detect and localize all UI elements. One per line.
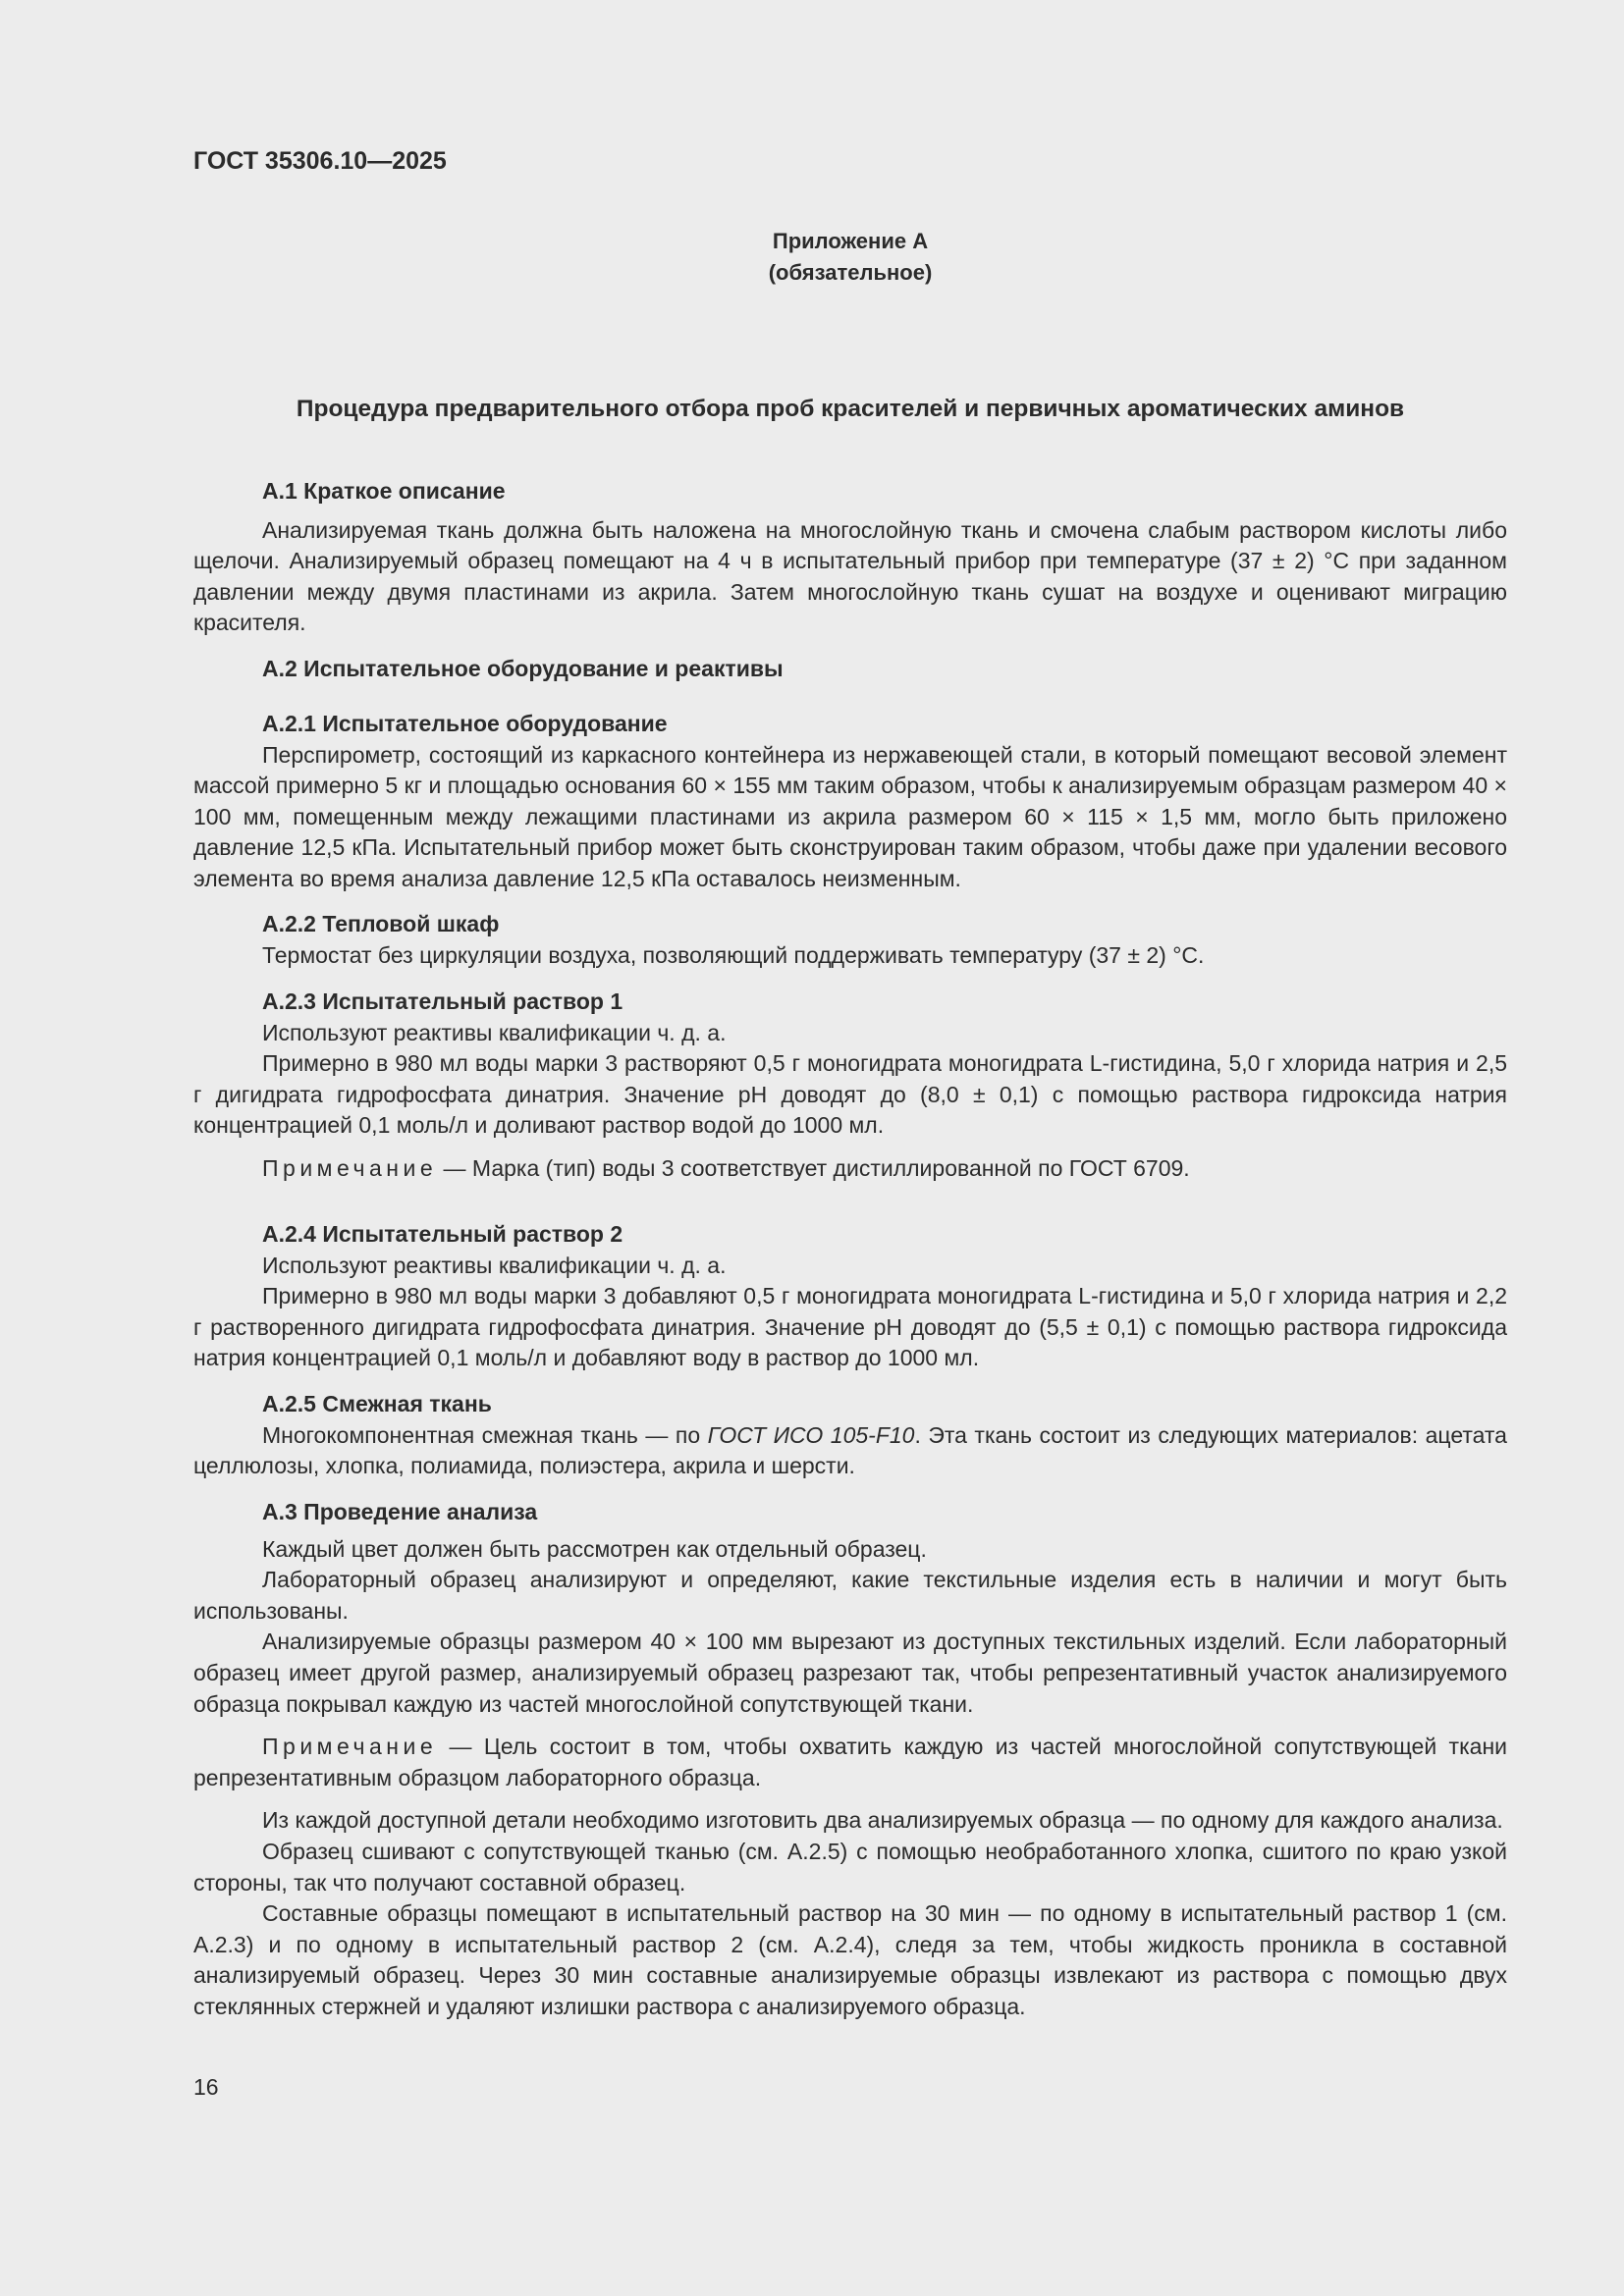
section-a3-text-1: Каждый цвет должен быть рассмотрен как отдельный образец. <box>262 1535 927 1562</box>
section-a24-text-1: Используют реактивы квалификации ч. д. а. <box>262 1252 727 1278</box>
appendix-heading <box>193 226 1507 289</box>
section-a22-heading: А.2.2 Тепловой шкаф <box>262 911 500 936</box>
section-a3 <box>193 1497 1507 2023</box>
section-a24 <box>193 1219 1507 1374</box>
section-a3-note <box>193 1732 1507 1793</box>
section-a21-text: Перспирометр, состоящий из каркасного контейнера из нержавеющей стали, в который помещают весовой элемент массой примерно 5 кг и площадью основания 60 × 155 мм таким образом, чтобы к анализируемым образцам размером 40 × 100 мм, помещенным между лежащими пластинами из акрила размером 60 × 115 × 1,5 мм, могло быть приложено давление 12,5 кПа. Испытательный прибор может быть сконструирован таким образом, чтобы даже при удалении весового элемента во время анализа давление 12,5 кПа оставалось неизменным. <box>193 741 1507 891</box>
section-a25-text <box>193 1420 1507 1482</box>
section-a25-heading: А.2.5 Смежная ткань <box>262 1391 492 1416</box>
section-a3-text-4: Из каждой доступной детали необходимо изготовить два анализируемых образца — по одному для каждого анализа. <box>262 1807 1503 1834</box>
document-code: ГОСТ 35306.10—2025 <box>193 147 447 175</box>
section-a1-heading: А.1 Краткое описание <box>262 478 506 504</box>
section-a22-text: Термостат без циркуляции воздуха, позволяющий поддерживать температуру (37 ± 2) °С. <box>262 941 1205 968</box>
section-a24-text-2: Примерно в 980 мл воды марки 3 добавляют 0,5 г моногидрата моногидрата L-гистидина и 5,0 г хлорида натрия и 2,2 г растворенного дигидрата гидрофосфата динатрия. Значение pH доводят до (5,5 ± 0,1) с помощью раствора гидроксида натрия концентрацией 0,1 моль/л и добавляют воду в раствор до 1000 мл. <box>193 1283 1507 1371</box>
section-a23-text-2: Примерно в 980 мл воды марки 3 растворяют 0,5 г моногидрата моногидрата L-гистидина, 5,0 г хлорида натрия и 2,5 г дигидрата гидрофосфата динатрия. Значение pH доводят до (8,0 ± 0,1) с помощью раствора гидроксида натрия концентрацией 0,1 моль/л и доливают раствор водой до 1000 мл. <box>193 1050 1507 1139</box>
section-a25 <box>193 1389 1507 1482</box>
section-a21-heading: А.2.1 Испытательное оборудование <box>262 711 668 736</box>
section-a3-text-5: Образец сшивают с сопутствующей тканью (см. А.2.5) с помощью необработанного хлопка, сшитого по краю узкой стороны, так что получают составной образец. <box>193 1838 1507 1896</box>
section-a25-text-part: . Эта ткань состоит из следующих материалов: ацетата целлюлозы, хлопка, полиамида, полиэстера, акрила и шерсти. <box>193 1421 1507 1479</box>
note-text: — Цель состоит в том, чтобы охватить каждую из частей многослойной сопутствующей ткани репрезентативным образцом лабораторного образца. <box>193 1734 1507 1790</box>
section-a2 <box>193 654 1507 685</box>
note-text: — Марка (тип) воды 3 соответствует дистиллированной по ГОСТ 6709. <box>437 1154 1190 1181</box>
section-a22 <box>193 909 1507 971</box>
section-a23-text-1: Используют реактивы квалификации ч. д. а. <box>262 1019 727 1045</box>
section-a23 <box>193 987 1507 1185</box>
section-a3-text-2: Лабораторный образец анализируют и определяют, какие текстильные изделия есть в наличии и могут быть использованы. <box>193 1567 1507 1624</box>
section-a21 <box>193 709 1507 895</box>
section-a3-heading: А.3 Проведение анализа <box>262 1499 538 1524</box>
section-a25-text-part: Многокомпонентная смежная ткань — по <box>262 1421 708 1448</box>
note-label: Примечание <box>262 1734 438 1760</box>
appendix-label: Приложение А <box>772 229 929 253</box>
section-a1 <box>193 476 1507 639</box>
standard-reference: ГОСТ ИСО 105-F10 <box>707 1421 915 1448</box>
section-a2-heading: А.2 Испытательное оборудование и реактивы <box>262 656 784 681</box>
section-a23-note <box>193 1153 1507 1185</box>
section-a1-text: Анализируемая ткань должна быть наложена на многослойную ткань и смочена слабым раствором кислоты либо щелочи. Анализируемый образец помещают на 4 ч в испытательный прибор при температуре (37 ± 2) °С при заданном давлении между двумя пластинами из акрила. Затем многослойную ткань сушат на воздухе и оценивают миграцию красителя. <box>193 516 1507 636</box>
section-a24-heading: А.2.4 Испытательный раствор 2 <box>262 1221 623 1247</box>
appendix-status: (обязательное) <box>768 260 933 285</box>
section-a23-heading: А.2.3 Испытательный раствор 1 <box>262 988 623 1014</box>
note-label: Примечание <box>262 1154 438 1181</box>
section-a3-text-6: Составные образцы помещают в испытательный раствор на 30 мин — по одному в испытательный раствор 1 (см. А.2.3) и по одному в испытательный раствор 2 (см. А.2.4), следя за тем, чтобы жидкость проникла в составной анализируемый образец. Через 30 мин составные анализируемые образцы извлекают из раствора с помощью двух стеклянных стержней и удаляют излишки раствора с анализируемого образца. <box>193 1900 1507 2019</box>
section-a3-text-3: Анализируемые образцы размером 40 × 100 мм вырезают из доступных текстильных изделий. Если лабораторный образец имеет другой размер, анализируемый образец разрезают так, чтобы репрезентативный участок анализируемого образца покрывал каждую из частей многослойной сопутствующей ткани. <box>193 1629 1507 1717</box>
page-number: 16 <box>193 2074 219 2100</box>
appendix-title: Процедура предварительного отбора проб красителей и первичных ароматических аминов <box>296 396 1405 422</box>
